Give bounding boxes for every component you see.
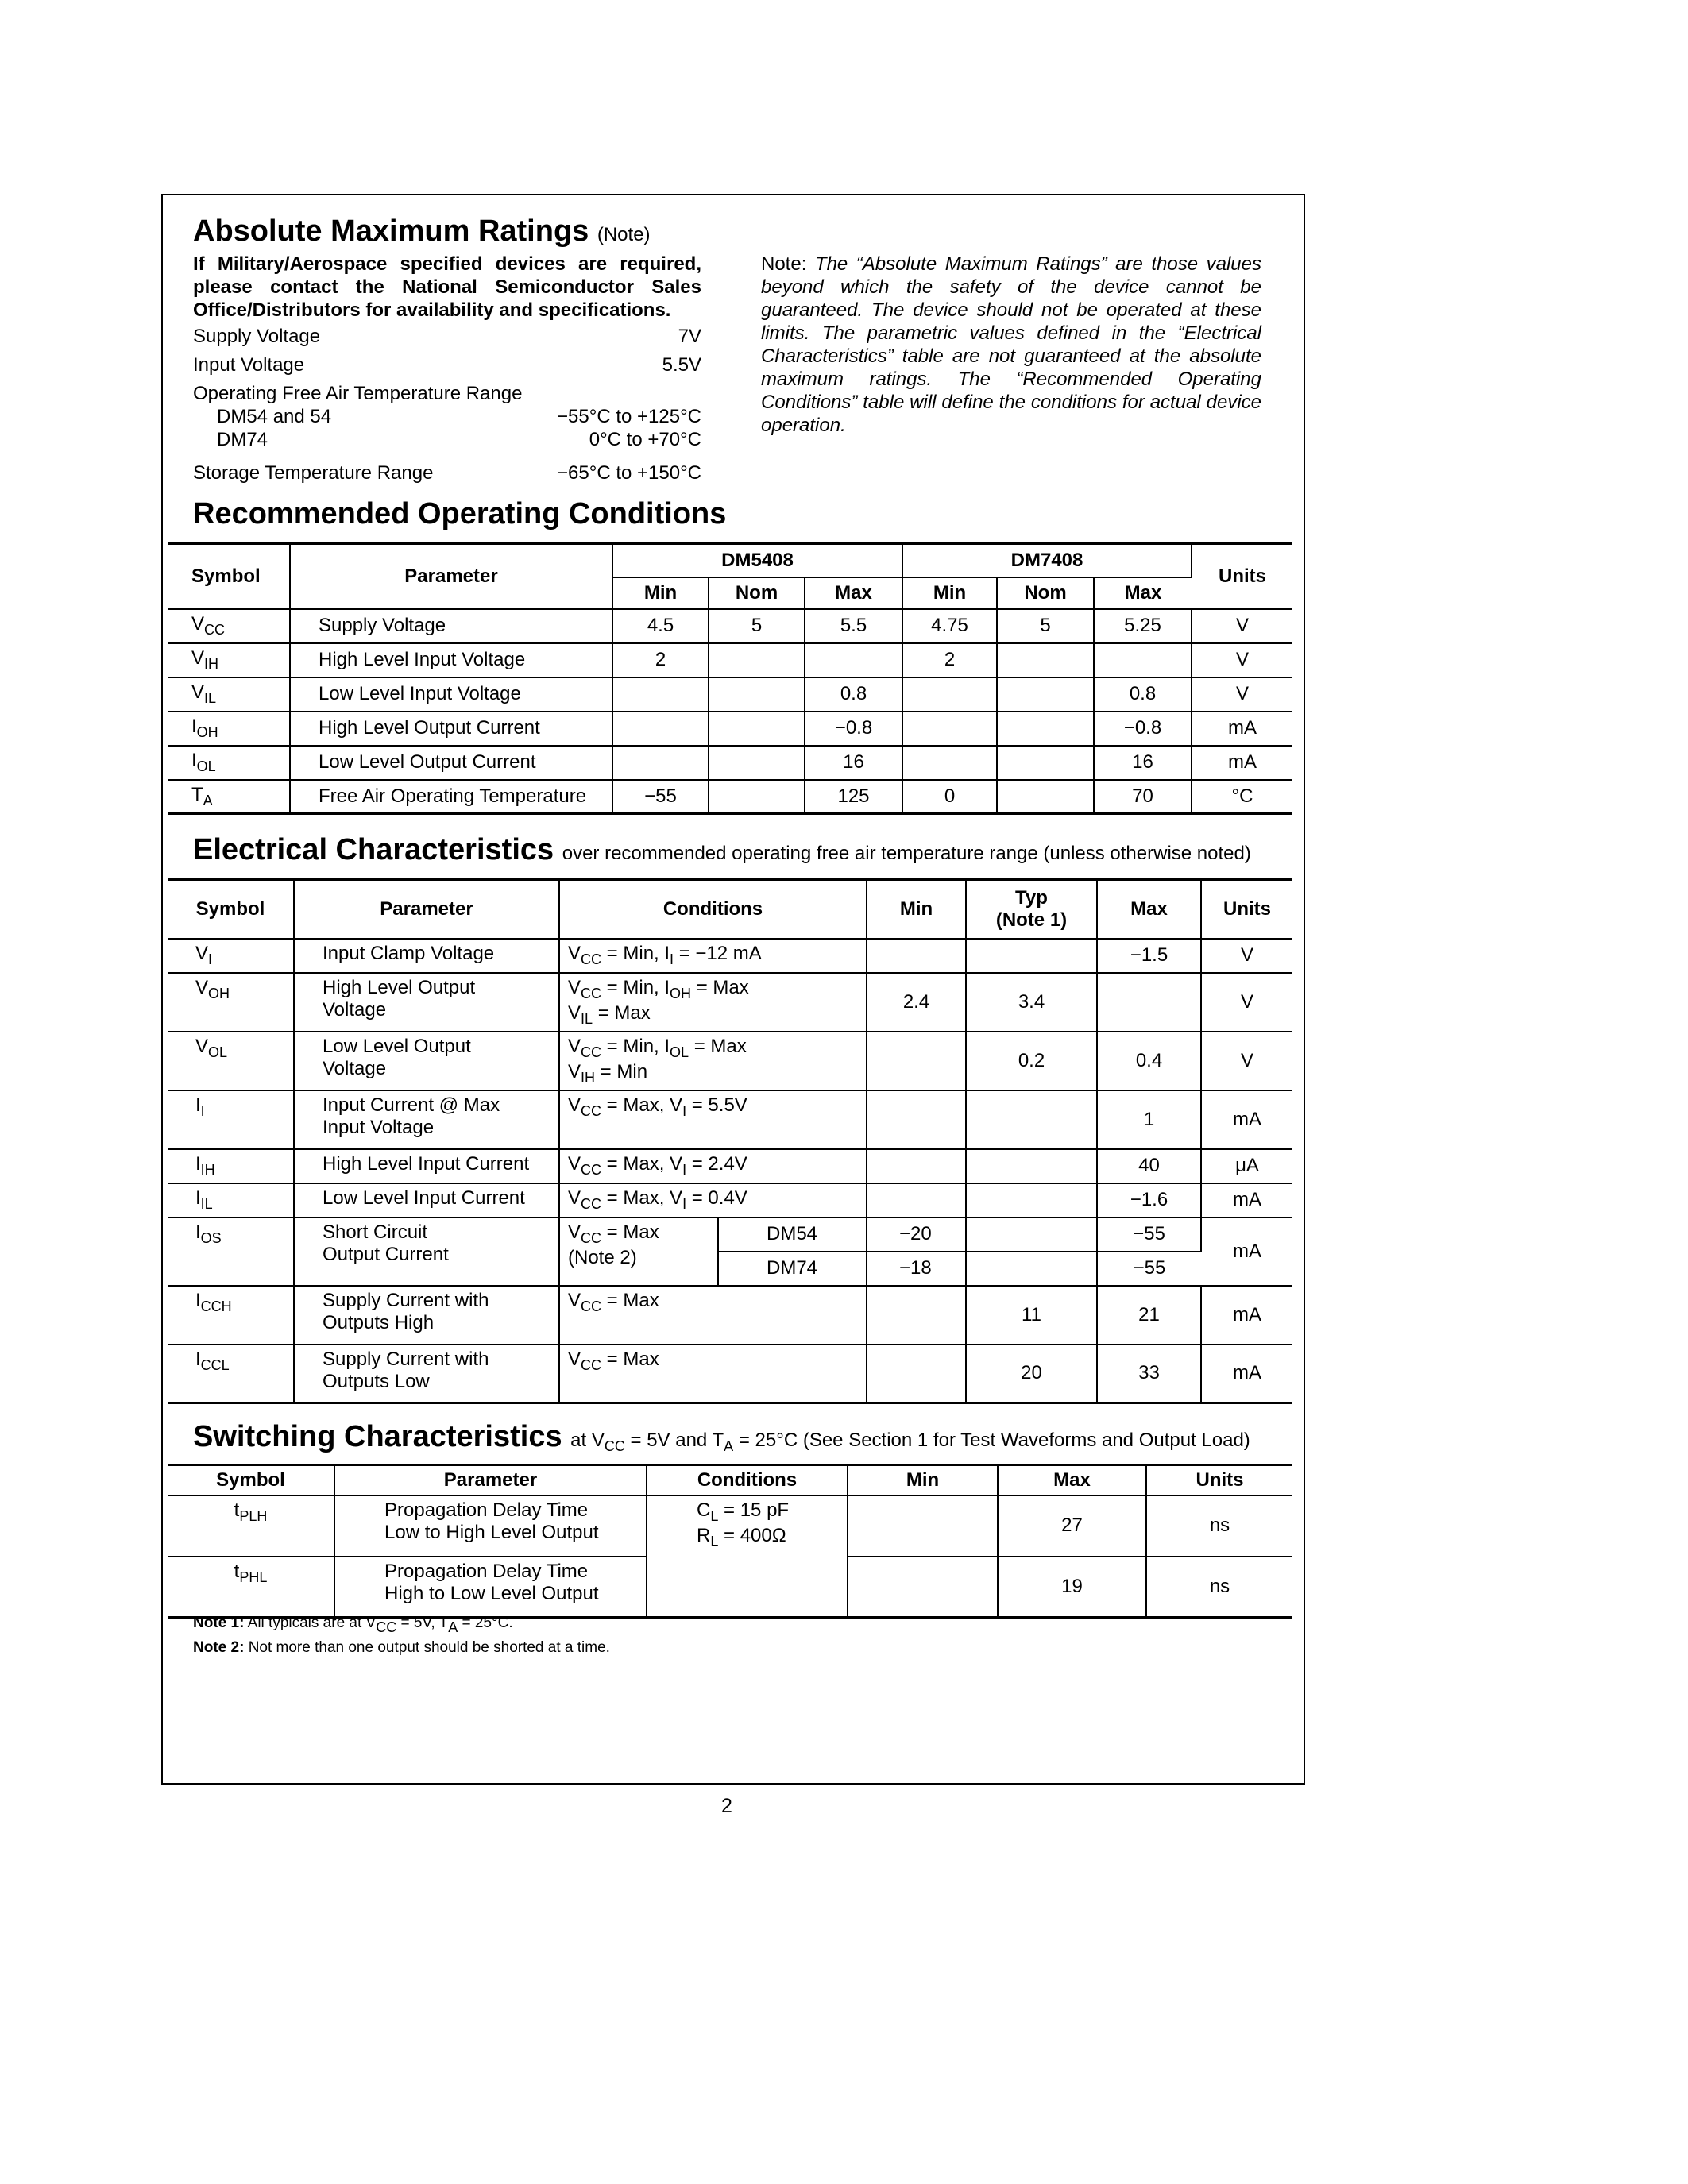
- amr-row-label: Input Voltage: [193, 354, 305, 376]
- ec-typ: 20: [966, 1345, 1097, 1403]
- amr-row-value: −55°C to +125°C: [557, 406, 701, 427]
- roc-row: [168, 609, 1292, 643]
- ec-min: −20: [867, 1217, 966, 1252]
- ec-parameter: Input Current @ Max Input Voltage: [294, 1090, 559, 1149]
- roc-header-nom: Nom: [997, 577, 1094, 609]
- ec-parameter: Supply Current with Outputs High: [294, 1286, 559, 1345]
- sw-parameter: Propagation Delay Time High to Low Level Output: [334, 1557, 647, 1618]
- roc-header-dm5408: DM5408: [612, 544, 902, 577]
- page-number: 2: [721, 1795, 732, 1817]
- ec-table: [168, 878, 1292, 1404]
- roc-value: 16: [805, 746, 902, 780]
- ec-max: 33: [1097, 1345, 1201, 1403]
- ec-title: [193, 833, 1251, 867]
- ec-min: [867, 1183, 966, 1217]
- ec-conditions: $V_{CC}$ = Min, $I_I = -12$ mA: [559, 939, 867, 973]
- ec-typ: 11: [966, 1286, 1097, 1345]
- roc-parameter: Free Air Operating Temperature: [290, 780, 612, 814]
- ec-symbol: $V_I$: [168, 939, 294, 973]
- ec-units: mA: [1201, 1090, 1292, 1149]
- roc-value: [902, 677, 997, 712]
- ec-parameter: Supply Current with Outputs Low: [294, 1345, 559, 1403]
- ec-row: [168, 1183, 1292, 1217]
- ec-max: −1.6: [1097, 1183, 1201, 1217]
- roc-value: 5: [997, 609, 1094, 643]
- ec-header-max: Max: [1097, 880, 1201, 939]
- amr-row-value: 7V: [678, 326, 701, 347]
- roc-value: [997, 677, 1094, 712]
- amr-row-label: DM54 and 54: [217, 406, 332, 427]
- roc-value: 70: [1094, 780, 1192, 814]
- ec-row-ios: [168, 1217, 1292, 1252]
- roc-header-nom: Nom: [709, 577, 805, 609]
- note-1-label: Note 1:: [193, 1615, 245, 1631]
- ec-symbol: $V_{OL}$: [168, 1032, 294, 1090]
- amr-title-text: Absolute Maximum Ratings: [193, 214, 589, 248]
- ec-min: −18: [867, 1252, 966, 1286]
- roc-value: 4.5: [612, 609, 709, 643]
- amr-title-note: (Note): [597, 224, 651, 245]
- roc-units: °C: [1192, 780, 1292, 814]
- ec-row: [168, 973, 1292, 1032]
- ec-units: mA: [1201, 1286, 1292, 1345]
- military-notice: If Military/Aerospace specified devices are required, please contact the National Semiconductor Sales Office/Distributors for availability and specifications.: [193, 253, 701, 321]
- ec-min: [867, 1286, 966, 1345]
- roc-row: [168, 780, 1292, 814]
- ec-typ: [966, 1183, 1097, 1217]
- ec-row: [168, 1149, 1292, 1183]
- roc-symbol: $I_{OH}$: [168, 712, 290, 746]
- ec-max: 40: [1097, 1149, 1201, 1183]
- note-2: [193, 1639, 610, 1657]
- ec-max: [1097, 973, 1201, 1032]
- roc-header-parameter: Parameter: [290, 544, 612, 609]
- ec-header-parameter: Parameter: [294, 880, 559, 939]
- sw-symbol: $t_{PHL}$: [168, 1557, 334, 1618]
- ec-parameter: Input Clamp Voltage: [294, 939, 559, 973]
- roc-value: [709, 643, 805, 677]
- roc-table: [168, 542, 1292, 815]
- ec-header-typ-text: Typ: [1015, 886, 1048, 909]
- roc-value: 5.25: [1094, 609, 1192, 643]
- roc-value: [612, 712, 709, 746]
- ec-row: [168, 1090, 1292, 1149]
- ec-parameter: Low Level Output Voltage: [294, 1032, 559, 1090]
- note-1: [193, 1615, 513, 1636]
- roc-title: Recommended Operating Conditions: [193, 497, 727, 531]
- roc-value: −55: [612, 780, 709, 814]
- sw-conditions: $C_L = 15$ pF $R_L = 400\Omega$: [647, 1495, 848, 1618]
- ec-header-units: Units: [1201, 880, 1292, 939]
- sw-header-max: Max: [998, 1465, 1146, 1495]
- note-1-text: All typicals are at $V_{CC} = 5V$, $T_A = 25^\circ C$.: [247, 1615, 513, 1635]
- roc-value: 2: [612, 643, 709, 677]
- roc-parameter: High Level Input Voltage: [290, 643, 612, 677]
- roc-value: [709, 746, 805, 780]
- ec-min: [867, 1149, 966, 1183]
- ec-row: [168, 939, 1292, 973]
- roc-value: −0.8: [805, 712, 902, 746]
- ec-subtitle: over recommended operating free air temperature range (unless otherwise noted): [562, 843, 1251, 864]
- roc-value: [997, 780, 1094, 814]
- ec-min: [867, 939, 966, 973]
- roc-value: 16: [1094, 746, 1192, 780]
- roc-symbol: $V_{CC}$: [168, 609, 290, 643]
- ec-conditions: $V_{CC}$ = Min, $I_{OH}$ = Max $V_{IL}$ = Max: [559, 973, 867, 1032]
- roc-value: [612, 677, 709, 712]
- roc-header-min: Min: [612, 577, 709, 609]
- ec-conditions: $V_{CC}$ = Max, $V_I = 0.4V$: [559, 1183, 867, 1217]
- ec-symbol: $I_{CCH}$: [168, 1286, 294, 1345]
- ec-conditions: $V_{CC}$ = Max, $V_I = 5.5V$: [559, 1090, 867, 1149]
- sw-parameter: Propagation Delay Time Low to High Level Output: [334, 1495, 647, 1557]
- roc-value: [997, 746, 1094, 780]
- roc-value: 0: [902, 780, 997, 814]
- ec-symbol: $I_{IH}$: [168, 1149, 294, 1183]
- ec-typ: 3.4: [966, 973, 1097, 1032]
- ec-conditions: $V_{CC}$ = Max: [559, 1345, 867, 1403]
- sw-units: ns: [1146, 1495, 1292, 1557]
- ec-typ: [966, 939, 1097, 973]
- roc-value: 5.5: [805, 609, 902, 643]
- sw-min: [848, 1495, 998, 1557]
- roc-value: −0.8: [1094, 712, 1192, 746]
- roc-symbol: $V_{IL}$: [168, 677, 290, 712]
- ec-max: −55: [1097, 1252, 1201, 1286]
- ec-header-symbol: Symbol: [168, 880, 294, 939]
- ec-units: mA: [1201, 1345, 1292, 1403]
- ec-units: μA: [1201, 1149, 1292, 1183]
- ec-max: 0.4: [1097, 1032, 1201, 1090]
- roc-symbol: $V_{IH}$: [168, 643, 290, 677]
- amr-note-text: The “Absolute Maximum Ratings” are those values beyond which the safety of the device cannot be guaranteed. The device should not be operated at these limits. The parametric values defined in the “Electrical Characteristics” table are not guaranteed at the absolute maximum ratings. The “Recommended Operating Conditions” table will define the conditions for actual device operation.: [761, 253, 1262, 436]
- roc-value: [709, 780, 805, 814]
- sw-header-units: Units: [1146, 1465, 1292, 1495]
- ec-row: [168, 1032, 1292, 1090]
- roc-units: mA: [1192, 746, 1292, 780]
- sw-max: 27: [998, 1495, 1146, 1557]
- sw-units: ns: [1146, 1557, 1292, 1618]
- roc-value: [709, 712, 805, 746]
- ec-units: V: [1201, 939, 1292, 973]
- roc-header-min: Min: [902, 577, 997, 609]
- roc-value: 2: [902, 643, 997, 677]
- ec-units: mA: [1201, 1183, 1292, 1217]
- roc-value: [612, 746, 709, 780]
- ec-max: 1: [1097, 1090, 1201, 1149]
- note-2-text: Not more than one output should be shorted at a time.: [248, 1639, 610, 1656]
- sw-header-min: Min: [848, 1465, 998, 1495]
- ec-symbol: $I_I$: [168, 1090, 294, 1149]
- ec-symbol: $I_{CCL}$: [168, 1345, 294, 1403]
- ec-title-text: Electrical Characteristics: [193, 833, 554, 866]
- roc-symbol: $I_{OL}$: [168, 746, 290, 780]
- amr-row-value: 5.5V: [662, 354, 701, 376]
- sw-title: [193, 1420, 1250, 1455]
- sw-row: [168, 1495, 1292, 1557]
- roc-parameter: Supply Voltage: [290, 609, 612, 643]
- roc-parameter: Low Level Input Voltage: [290, 677, 612, 712]
- roc-value: [902, 712, 997, 746]
- ec-device-dm74: DM74: [718, 1252, 867, 1286]
- amr-row-value: 0°C to +70°C: [589, 429, 701, 450]
- ec-typ: 0.2: [966, 1032, 1097, 1090]
- sw-header-symbol: Symbol: [168, 1465, 334, 1495]
- ec-header-min: Min: [867, 880, 966, 939]
- ec-min: [867, 1032, 966, 1090]
- roc-value: [997, 712, 1094, 746]
- ec-min: [867, 1345, 966, 1403]
- roc-value: [1094, 643, 1192, 677]
- ec-max: −55: [1097, 1217, 1201, 1252]
- ec-units: V: [1201, 973, 1292, 1032]
- amr-row-label: Operating Free Air Temperature Range: [193, 383, 523, 404]
- ec-symbol: $V_{OH}$: [168, 973, 294, 1032]
- ec-parameter: Low Level Input Current: [294, 1183, 559, 1217]
- roc-row: [168, 712, 1292, 746]
- roc-row: [168, 677, 1292, 712]
- ec-parameter: Short Circuit Output Current: [294, 1217, 559, 1286]
- ec-row: [168, 1286, 1292, 1345]
- sw-table: [168, 1464, 1292, 1619]
- ec-row: [168, 1345, 1292, 1403]
- ec-conditions: $V_{CC}$ = Min, $I_{OL}$ = Max $V_{IH}$ = Min: [559, 1032, 867, 1090]
- roc-header-symbol: Symbol: [168, 544, 290, 609]
- amr-note: [761, 253, 1261, 437]
- note-2-label: Note 2:: [193, 1639, 245, 1656]
- ec-conditions: $V_{CC}$ = Max: [559, 1286, 867, 1345]
- roc-header-dm7408: DM7408: [902, 544, 1192, 577]
- roc-value: 125: [805, 780, 902, 814]
- roc-units: mA: [1192, 712, 1292, 746]
- sw-header-conditions: Conditions: [647, 1465, 848, 1495]
- roc-value: [805, 643, 902, 677]
- ec-typ: [966, 1252, 1097, 1286]
- sw-header-parameter: Parameter: [334, 1465, 647, 1495]
- sw-min: [848, 1557, 998, 1618]
- roc-parameter: Low Level Output Current: [290, 746, 612, 780]
- roc-row: [168, 746, 1292, 780]
- ec-conditions: $V_{CC}$ = Max (Note 2): [559, 1217, 718, 1286]
- roc-symbol: $T_A$: [168, 780, 290, 814]
- ec-parameter: High Level Input Current: [294, 1149, 559, 1183]
- roc-parameter: High Level Output Current: [290, 712, 612, 746]
- roc-value: 0.8: [1094, 677, 1192, 712]
- ec-typ: [966, 1090, 1097, 1149]
- ec-symbol: $I_{OS}$: [168, 1217, 294, 1286]
- roc-value: 4.75: [902, 609, 997, 643]
- ec-header-typ-note: (Note 1): [995, 909, 1068, 931]
- roc-row: [168, 643, 1292, 677]
- ec-header-typ: [966, 880, 1097, 939]
- sw-symbol: $t_{PLH}$: [168, 1495, 334, 1557]
- roc-value: 0.8: [805, 677, 902, 712]
- roc-units: V: [1192, 609, 1292, 643]
- amr-title: [193, 214, 651, 249]
- ec-min: [867, 1090, 966, 1149]
- ec-typ: [966, 1217, 1097, 1252]
- ec-max: −1.5: [1097, 939, 1201, 973]
- roc-header-max: Max: [805, 577, 902, 609]
- ec-symbol: $I_{IL}$: [168, 1183, 294, 1217]
- ec-units: V: [1201, 1032, 1292, 1090]
- roc-value: [902, 746, 997, 780]
- ec-conditions: $V_{CC}$ = Max, $V_I = 2.4V$: [559, 1149, 867, 1183]
- amr-note-label: Note:: [761, 253, 807, 275]
- ec-min: 2.4: [867, 973, 966, 1032]
- roc-value: [709, 677, 805, 712]
- ec-device-dm54: DM54: [718, 1217, 867, 1252]
- amr-row-label: Supply Voltage: [193, 326, 321, 347]
- roc-value: [997, 643, 1094, 677]
- ec-typ: [966, 1149, 1097, 1183]
- roc-header-max: Max: [1094, 577, 1192, 609]
- roc-value: 5: [709, 609, 805, 643]
- ec-parameter: High Level Output Voltage: [294, 973, 559, 1032]
- ec-max: 21: [1097, 1286, 1201, 1345]
- ec-units: mA: [1201, 1217, 1292, 1286]
- amr-row-value: −65°C to +150°C: [557, 462, 701, 484]
- ec-header-conditions: Conditions: [559, 880, 867, 939]
- roc-header-units: Units: [1192, 544, 1292, 609]
- roc-units: V: [1192, 643, 1292, 677]
- roc-units: V: [1192, 677, 1292, 712]
- sw-max: 19: [998, 1557, 1146, 1618]
- sw-subtitle: at $V_{CC} = 5V$ and $T_A = 25^\circ C$ (See Section 1 for Test Waveforms and Output Load): [570, 1430, 1250, 1454]
- amr-row-label: DM74: [217, 429, 268, 450]
- sw-title-text: Switching Characteristics: [193, 1420, 562, 1453]
- amr-row-label: Storage Temperature Range: [193, 462, 434, 484]
